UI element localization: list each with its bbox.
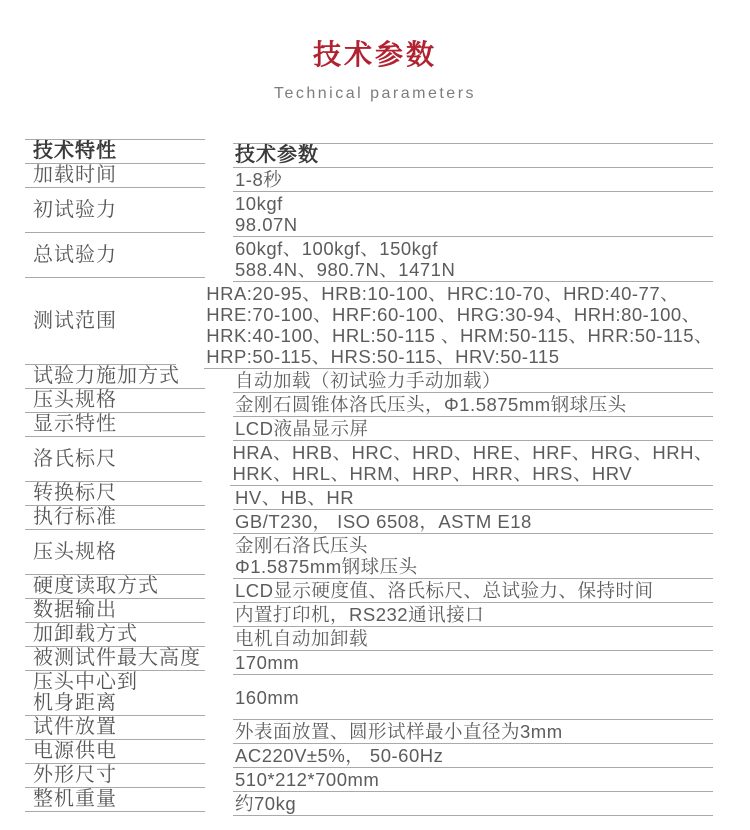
spec-row [0, 671, 750, 716]
spec-label-cell [25, 599, 205, 623]
spec-value-cell [233, 792, 713, 816]
spec-value-line: 自动加载（初试验力手动加载） [235, 370, 502, 391]
spec-row [0, 278, 750, 365]
spec-value-cell [233, 486, 713, 510]
spec-value-line: 金刚石圆锥体洛氏压头，Φ1.5875mm钢球压头 [235, 394, 627, 415]
table-header-row [0, 139, 750, 164]
spec-value-line: 98.07N [235, 214, 298, 235]
page-subtitle: Technical parameters [273, 85, 477, 102]
spec-value-line: 外表面放置、圆形试样最小直径为3mm [235, 721, 563, 742]
spec-value-cell [233, 579, 713, 603]
spec-value-cell [233, 237, 713, 282]
spec-label-cell [25, 647, 205, 671]
spec-row [0, 437, 750, 482]
spec-value-cell [233, 417, 713, 441]
spec-row [0, 788, 750, 812]
spec-label-cell [25, 139, 205, 164]
spec-value-cell [233, 143, 713, 168]
spec-label-line: 初试验力 [33, 198, 117, 221]
spec-label-cell [25, 623, 205, 647]
spec-label-line: 试件放置 [33, 716, 117, 738]
spec-label-line: 洛氏标尺 [33, 447, 117, 470]
spec-label-line: 显示特性 [33, 413, 117, 435]
spec-label-line: 总试验力 [33, 243, 117, 266]
spec-label-cell [25, 278, 176, 365]
spec-label-cell [25, 188, 205, 233]
spec-table [0, 139, 750, 812]
spec-row [0, 365, 750, 389]
spec-row [0, 599, 750, 623]
spec-label-cell [25, 575, 205, 599]
spec-value-cell [233, 534, 713, 579]
spec-label-cell [25, 716, 205, 740]
spec-value-line: HRA、HRB、HRC、HRD、HRE、HRF、HRG、HRH、 [232, 442, 713, 463]
spec-label-line: 压头规格 [33, 389, 117, 411]
spec-value-line: HRP:50-115、HRS:50-115、HRV:50-115 [206, 346, 560, 367]
spec-value-line: HRE:70-100、HRF:60-100、HRG:30-94、HRH:80-100、 [206, 304, 701, 325]
spec-value-cell [233, 651, 713, 675]
spec-label-line: 硬度读取方式 [33, 575, 159, 597]
spec-value-cell [233, 675, 713, 720]
spec-row [0, 716, 750, 740]
spec-row [0, 764, 750, 788]
spec-value-line: HRK:40-100、HRL:50-115 、HRM:50-115、HRR:50-115、 [206, 325, 713, 346]
spec-value-line: AC220V±5%， 50-60Hz [235, 745, 444, 766]
spec-value-cell [233, 603, 713, 627]
spec-label-cell [25, 413, 205, 437]
spec-value-cell [233, 192, 713, 237]
spec-value-line: 10kgf [235, 193, 283, 214]
spec-row [0, 530, 750, 575]
spec-value-line: LCD液晶显示屏 [235, 418, 369, 439]
spec-value-cell [233, 744, 713, 768]
spec-label-cell [25, 437, 202, 482]
spec-label-line: 执行标准 [33, 506, 117, 528]
spec-label-cell [25, 671, 205, 716]
spec-label-line: 加载时间 [33, 164, 117, 186]
spec-value-line: 1-8秒 [235, 169, 283, 190]
spec-value-cell [233, 393, 713, 417]
spec-label-line: 数据输出 [33, 599, 117, 621]
spec-value-line: 金刚石洛氏压头 [235, 535, 369, 556]
spec-row [0, 188, 750, 233]
spec-value-line: HV、HB、HR [235, 487, 355, 508]
spec-row [0, 647, 750, 671]
spec-label-cell [25, 530, 205, 575]
spec-label-cell [25, 740, 205, 764]
spec-label-cell [25, 164, 205, 188]
spec-label-line: 压头规格 [33, 540, 117, 563]
spec-label-line: 压头中心到 [33, 671, 138, 693]
spec-value-line: 内置打印机，RS232通讯接口 [235, 604, 485, 625]
spec-row [0, 506, 750, 530]
spec-label-cell [25, 365, 205, 389]
spec-value-line: HRA:20-95、HRB:10-100、HRC:10-70、HRD:40-77、 [206, 283, 680, 304]
spec-row [0, 740, 750, 764]
spec-label-line: 被测试件最大高度 [33, 647, 201, 669]
spec-value-cell [233, 510, 713, 534]
spec-label-line: 机身距离 [33, 692, 117, 714]
spec-label-line: 转换标尺 [33, 482, 117, 504]
spec-value-line: 电机自动加卸载 [235, 628, 369, 649]
spec-row [0, 233, 750, 278]
spec-label-cell [25, 788, 205, 812]
spec-label-cell [25, 482, 205, 506]
spec-value-line: GB/T230， ISO 6508，ASTM E18 [235, 511, 532, 532]
spec-value-cell [230, 441, 713, 486]
spec-label-line: 加卸载方式 [33, 623, 138, 645]
spec-value-cell [233, 720, 713, 744]
spec-label-line: 外形尺寸 [33, 764, 117, 786]
spec-value-line: 510*212*700mm [235, 769, 380, 790]
spec-label-line: 电源供电 [33, 740, 117, 762]
spec-value-line: LCD显示硬度值、洛氏标尺、总试验力、保持时间 [235, 580, 654, 601]
spec-value-line: 60kgf、100kgf、150kgf [235, 238, 438, 259]
page-title: 技术参数 [312, 39, 437, 70]
spec-value-line: 技术参数 [235, 144, 319, 166]
spec-value-line: 170mm [235, 652, 300, 673]
spec-label-line: 整机重量 [33, 788, 117, 810]
spec-value-line: 160mm [235, 686, 300, 708]
spec-label-cell [25, 764, 205, 788]
spec-label-line: 技术特性 [33, 140, 117, 162]
spec-row [0, 575, 750, 599]
spec-value-cell [204, 282, 713, 369]
spec-value-cell [233, 768, 713, 792]
spec-value-cell [233, 627, 713, 651]
spec-row [0, 164, 750, 188]
spec-label-line: 试验力施加方式 [33, 365, 180, 387]
spec-value-line: 588.4N、980.7N、1471N [235, 259, 456, 280]
spec-label-line: 测试范围 [33, 309, 117, 332]
spec-row [0, 389, 750, 413]
spec-row [0, 413, 750, 437]
spec-value-cell [233, 369, 713, 393]
spec-label-cell [25, 389, 205, 413]
spec-value-line: Φ1.5875mm钢球压头 [235, 556, 418, 577]
spec-label-cell [25, 506, 205, 530]
spec-value-line: HRK、HRL、HRM、HRP、HRR、HRS、HRV [232, 463, 633, 484]
spec-label-cell [25, 233, 205, 278]
spec-row [0, 482, 750, 506]
spec-row [0, 623, 750, 647]
spec-value-cell [233, 168, 713, 192]
spec-value-line: 约70kg [235, 793, 297, 814]
